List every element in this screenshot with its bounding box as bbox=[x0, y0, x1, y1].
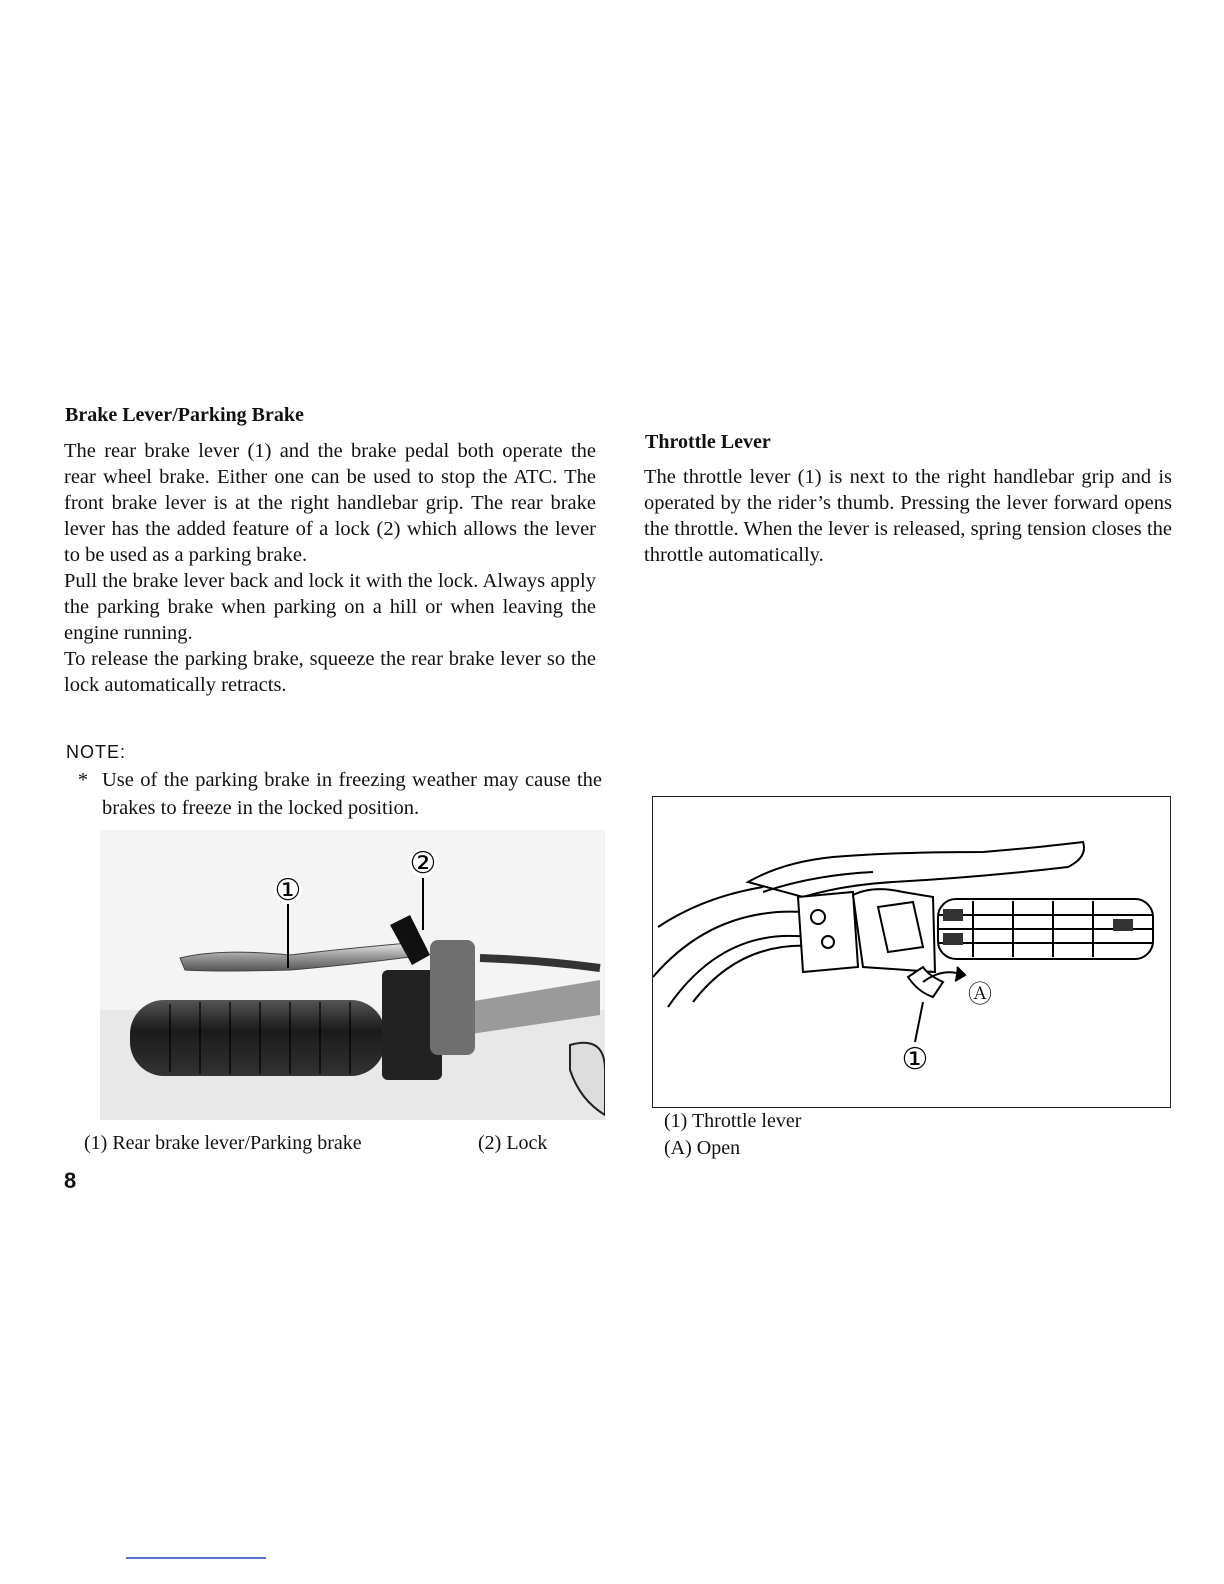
throttle-caption-1: (1) Throttle lever bbox=[664, 1110, 802, 1132]
brake-lever-photo bbox=[100, 830, 605, 1120]
section-heading-throttle: Throttle Lever bbox=[645, 431, 771, 453]
section-heading-brake: Brake Lever/Parking Brake bbox=[65, 404, 304, 426]
brake-paragraph-3: To release the parking brake, squeeze the rear brake lever so the lock automatically retracts. bbox=[64, 648, 596, 696]
callout-2-label: ② bbox=[409, 846, 437, 881]
page-number: 8 bbox=[64, 1168, 77, 1193]
brake-caption-1: (1) Rear brake lever/Parking brake bbox=[84, 1132, 362, 1154]
callout-a-label: Ⓐ bbox=[968, 980, 992, 1008]
brake-paragraph-2: Pull the brake lever back and lock it with the lock. Always apply the parking brake when parking on a hill or when leaving the engine running. bbox=[64, 570, 596, 644]
note-label: NOTE: bbox=[66, 742, 127, 762]
note-text: Use of the parking brake in freezing weather may cause the brakes to freeze in the locked position. bbox=[102, 769, 602, 819]
note-item bbox=[64, 766, 602, 822]
throttle-lever-illustration bbox=[653, 797, 1170, 1107]
brake-caption-2: (2) Lock bbox=[478, 1132, 548, 1154]
throttle-paragraph: The throttle lever (1) is next to the right handlebar grip and is operated by the rider’s thumb. Pressing the lever forward opens the throttle. When the lever is released, spring tension closes the throttle automatically. bbox=[644, 466, 1172, 566]
throttle-figure-frame bbox=[652, 796, 1171, 1108]
bottom-rule bbox=[126, 1557, 266, 1559]
callout-1-label: ① bbox=[274, 873, 302, 908]
callout-1-throttle-label: ① bbox=[901, 1042, 929, 1077]
note-bullet: * bbox=[77, 769, 89, 791]
brake-paragraph-1: The rear brake lever (1) and the brake pedal both operate the rear wheel brake. Either one can be used to stop the ATC. The front brake lever is at the right handlebar grip. The rear brake lever has the added feature of a lock (2) which allows the lever to be used as a parking brake. bbox=[64, 440, 596, 566]
throttle-caption-2: (A) Open bbox=[664, 1137, 741, 1159]
brake-section-body bbox=[64, 438, 596, 698]
